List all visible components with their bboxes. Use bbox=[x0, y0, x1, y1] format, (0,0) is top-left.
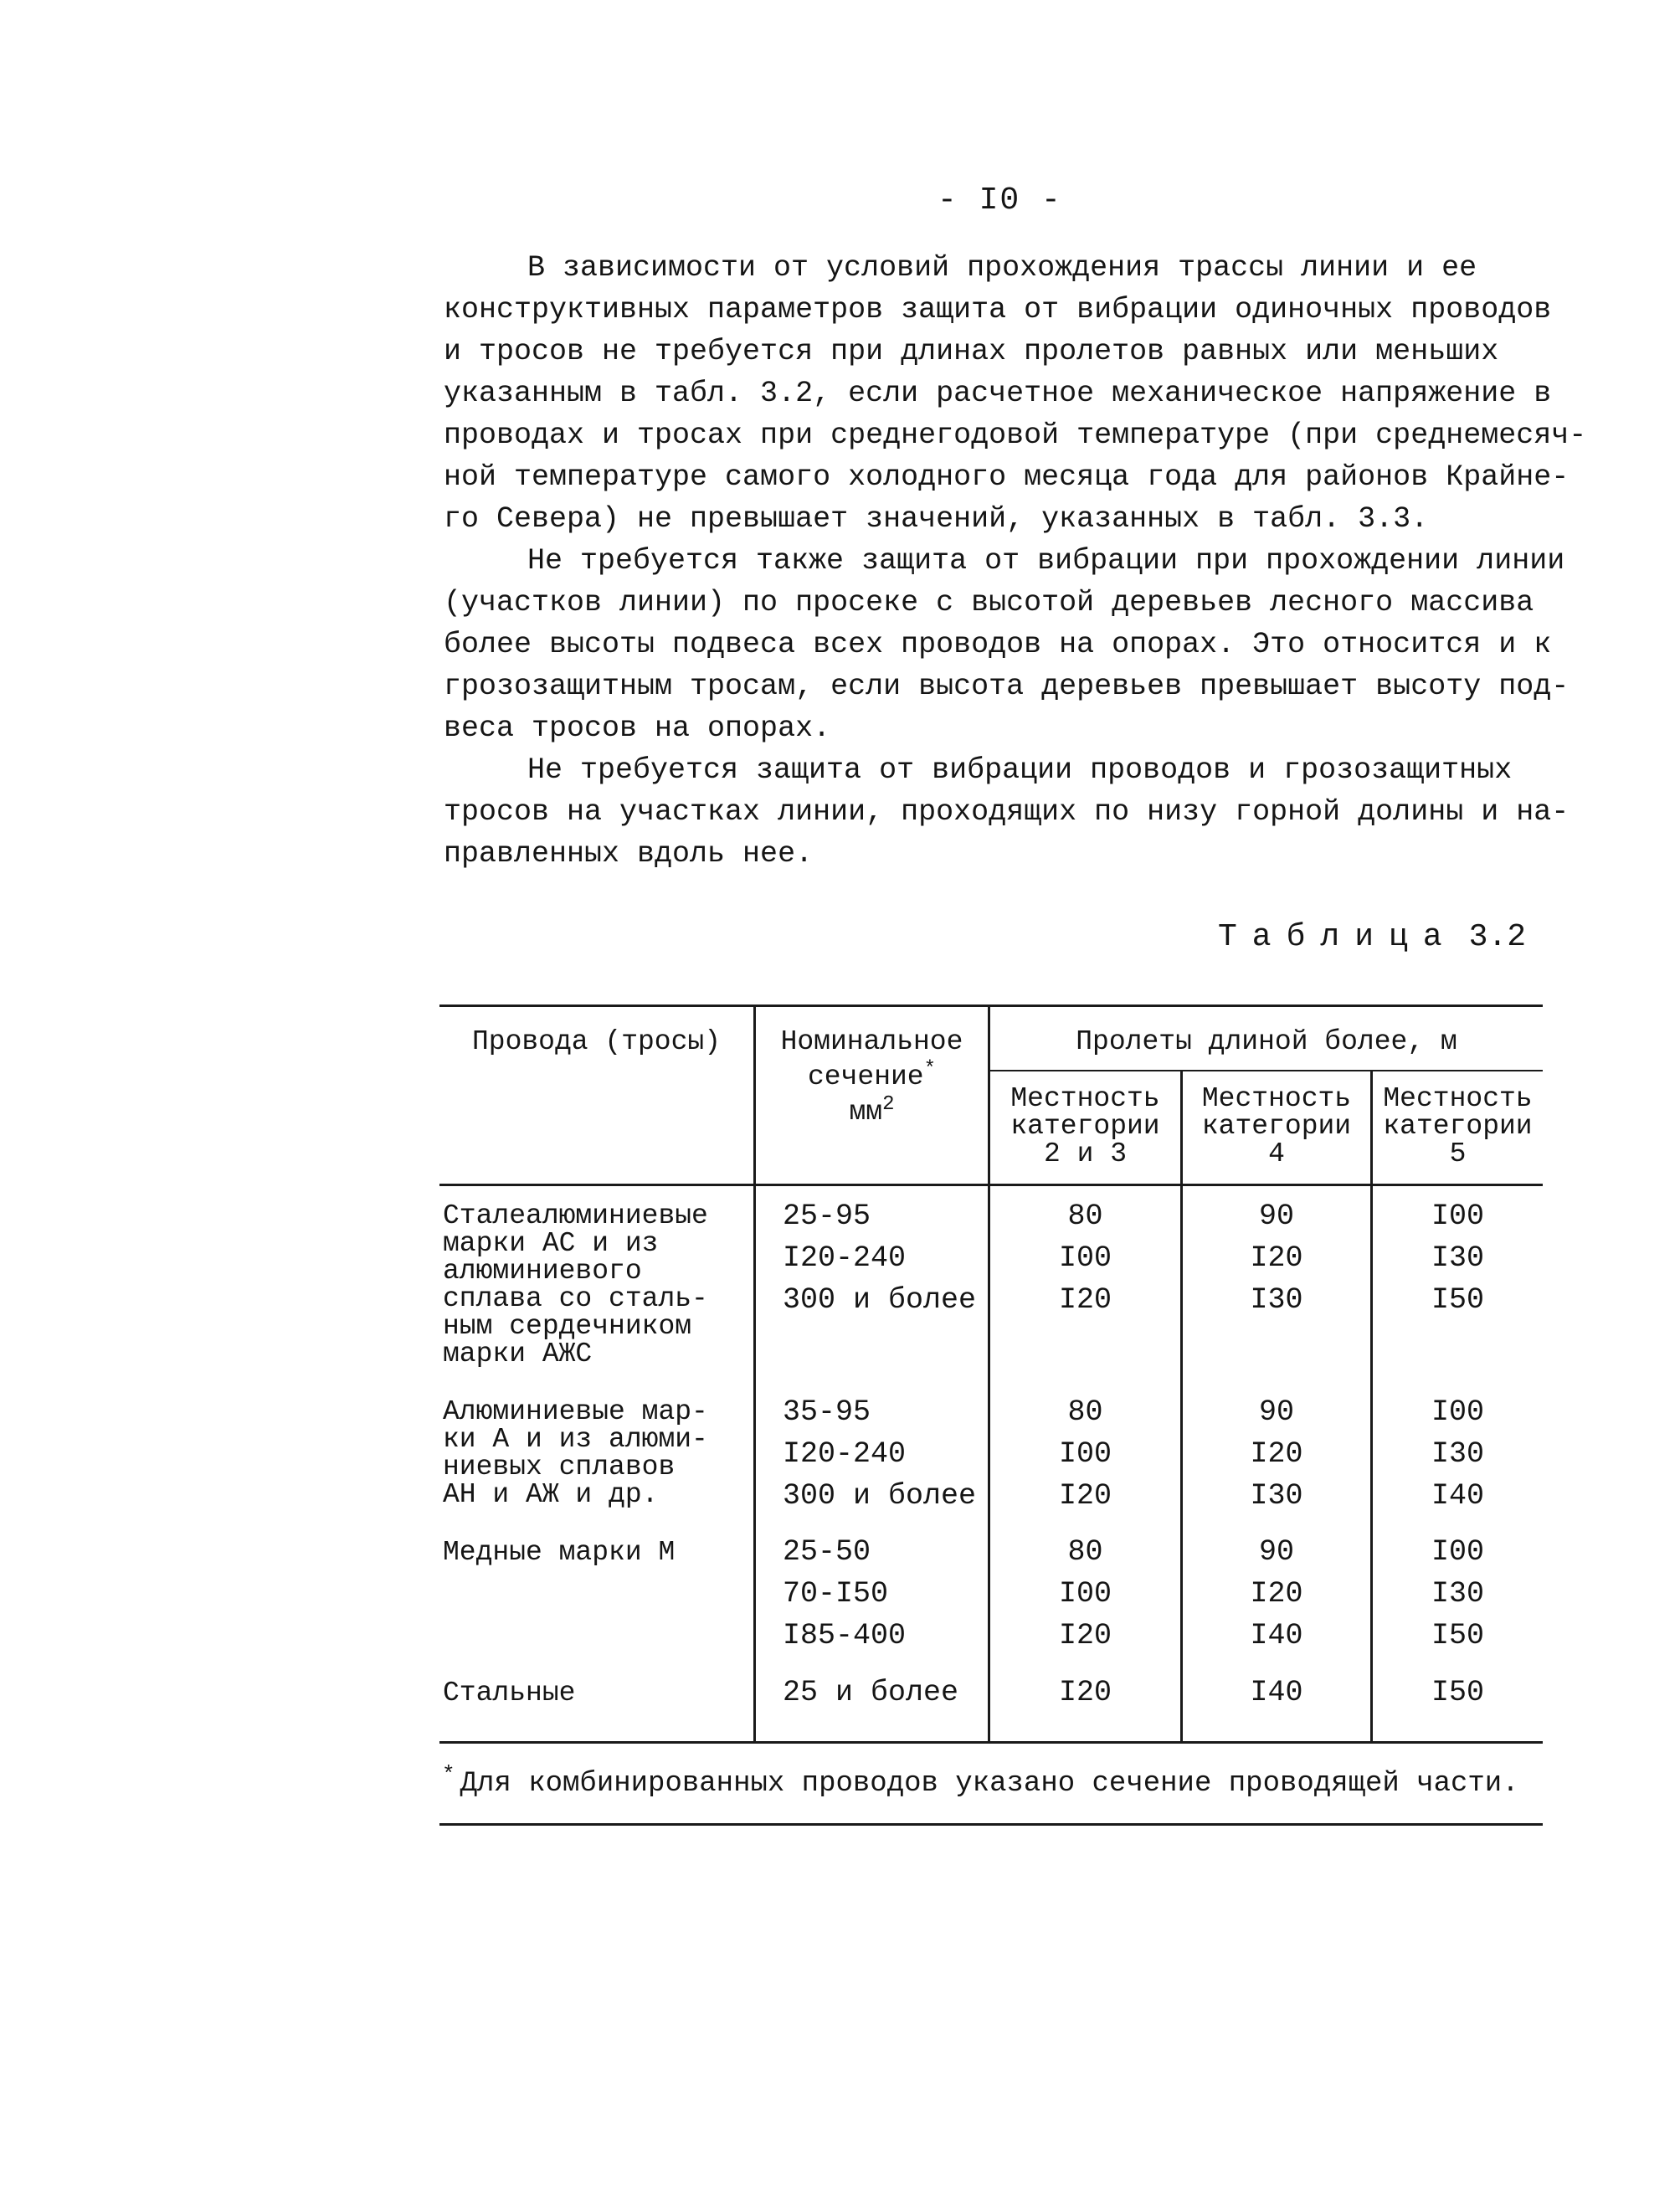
group-label-line: марки АС и из bbox=[443, 1228, 659, 1259]
text-line: веса тросов на опорах. bbox=[444, 712, 831, 745]
footnote-text: Для комбинированных проводов указано сечение проводящей части. bbox=[460, 1768, 1519, 1800]
section-value: 70-I50 bbox=[783, 1577, 889, 1611]
header-terrain-5 bbox=[1373, 1085, 1543, 1168]
span-value: I00 bbox=[1431, 1200, 1484, 1233]
text-line: Не требуется также защита от вибрации при прохождении линии bbox=[527, 544, 1565, 578]
text-line: тросов на участках линии, проходящих по низу горной долины и на- bbox=[444, 795, 1570, 829]
header-terrain-4 bbox=[1183, 1085, 1370, 1168]
span-value: I20 bbox=[1058, 1676, 1112, 1709]
header-line: 5 bbox=[1449, 1138, 1467, 1169]
header-section-unit bbox=[756, 1091, 988, 1126]
span-value: I20 bbox=[1058, 1479, 1112, 1513]
group-label-line: ки А и из алюми- bbox=[443, 1424, 708, 1455]
header-line: категории bbox=[1383, 1111, 1533, 1142]
text-line: В зависимости от условий прохождения трассы линии и ее bbox=[527, 251, 1477, 285]
header-line: Местность bbox=[1383, 1083, 1533, 1114]
text-line: и тросов не требуется при длинах пролетов равных или меньших bbox=[444, 335, 1499, 368]
section-value: 300 и более bbox=[783, 1479, 977, 1513]
group-label-line: Сталеалюминиевые bbox=[443, 1200, 708, 1231]
header-line: 2 и 3 bbox=[1043, 1138, 1128, 1169]
section-value: 300 и более bbox=[783, 1283, 977, 1317]
group-label-line: Алюминиевые мар- bbox=[443, 1396, 708, 1427]
header-section-line bbox=[756, 1056, 988, 1091]
header-line: категории bbox=[1201, 1111, 1352, 1142]
text-line: проводах и тросах при среднегодовой температуре (при среднемесяч- bbox=[444, 419, 1587, 452]
span-value: I30 bbox=[1431, 1241, 1484, 1275]
header-section-unit-text: мм bbox=[849, 1097, 883, 1128]
header-section-line: Номинальное bbox=[780, 1026, 963, 1057]
section-value: I20-240 bbox=[783, 1241, 907, 1275]
body-text bbox=[444, 247, 1587, 875]
header-section-word: сечение bbox=[807, 1061, 924, 1092]
span-value: I40 bbox=[1250, 1676, 1303, 1709]
text-line: конструктивных параметров защита от вибрации одиночных проводов bbox=[444, 293, 1552, 326]
group-label-line: АН и АЖ и др. bbox=[443, 1479, 659, 1510]
table-caption bbox=[1218, 919, 1526, 955]
text-line: Не требуется защита от вибрации проводов и грозозащитных bbox=[527, 753, 1513, 787]
paragraph-2 bbox=[444, 540, 1570, 749]
section-value: 25-50 bbox=[783, 1535, 871, 1569]
header-line: категории bbox=[1010, 1111, 1160, 1142]
span-value: I50 bbox=[1431, 1283, 1484, 1317]
page-number: - I0 - bbox=[938, 182, 1062, 218]
span-value: I30 bbox=[1431, 1437, 1484, 1471]
span-value: I20 bbox=[1250, 1577, 1303, 1611]
span-value: 80 bbox=[1067, 1535, 1103, 1569]
span-value: 80 bbox=[1067, 1395, 1103, 1429]
text-line: более высоты подвеса всех проводов на опорах. Это относится и к bbox=[444, 628, 1552, 661]
paragraph-3 bbox=[444, 749, 1570, 875]
group-label-steel-aluminium bbox=[443, 1202, 708, 1368]
table-bottom-rule bbox=[439, 1741, 1543, 1744]
footnote-rule bbox=[439, 1823, 1543, 1826]
text-line: правленных вдоль нее. bbox=[444, 837, 814, 871]
paragraph-1 bbox=[444, 247, 1587, 540]
span-value: I30 bbox=[1250, 1283, 1303, 1317]
span-value: 90 bbox=[1258, 1535, 1294, 1569]
header-terrain-2-3 bbox=[990, 1085, 1180, 1168]
span-value: I30 bbox=[1431, 1577, 1484, 1611]
section-value: 35-95 bbox=[783, 1395, 871, 1429]
group-label-line: ным сердечником bbox=[443, 1311, 692, 1342]
group-label-aluminium bbox=[443, 1398, 708, 1508]
text-line: го Севера) не превышает значений, указанных в табл. 3.3. bbox=[444, 502, 1429, 536]
group-label-line: сплава со сталь- bbox=[443, 1283, 708, 1314]
header-section-mark: * bbox=[923, 1058, 937, 1081]
text-line: (участков линии) по просеке с высотой деревьев лесного массива bbox=[444, 586, 1534, 619]
span-value: I00 bbox=[1431, 1395, 1484, 1429]
span-value: I00 bbox=[1058, 1577, 1112, 1611]
span-value: I40 bbox=[1250, 1619, 1303, 1652]
table-caption-number: 3.2 bbox=[1468, 919, 1527, 955]
footnote-mark: * bbox=[442, 1762, 455, 1787]
data-table bbox=[439, 1005, 1543, 1750]
span-value: I20 bbox=[1250, 1437, 1303, 1471]
span-value: I00 bbox=[1431, 1535, 1484, 1569]
group-label-line: марки АЖС bbox=[443, 1338, 593, 1369]
span-value: I20 bbox=[1058, 1283, 1112, 1317]
table-footnote bbox=[442, 1762, 1519, 1800]
section-value: I20-240 bbox=[783, 1437, 907, 1471]
group-label-line: алюминиевого bbox=[443, 1256, 642, 1287]
group-label-steel bbox=[443, 1679, 575, 1707]
header-bottom-rule bbox=[439, 1184, 1543, 1186]
text-line: ной температуре самого холодного месяца года для районов Крайне- bbox=[444, 460, 1570, 494]
span-value: I40 bbox=[1431, 1479, 1484, 1513]
text-line: грозозащитным тросам, если высота деревьев превышает высоту под- bbox=[444, 670, 1570, 703]
span-value: I50 bbox=[1431, 1619, 1484, 1652]
section-value: 25-95 bbox=[783, 1200, 871, 1233]
span-value: I50 bbox=[1431, 1676, 1484, 1709]
table-caption-word: Таблица bbox=[1218, 919, 1457, 955]
span-value: 90 bbox=[1258, 1395, 1294, 1429]
header-line: Местность bbox=[1201, 1083, 1352, 1114]
span-value: I20 bbox=[1058, 1619, 1112, 1652]
table-top-rule bbox=[439, 1005, 1543, 1007]
group-label-copper bbox=[443, 1539, 675, 1566]
header-section bbox=[756, 1028, 988, 1126]
group-label-line: ниевых сплавов bbox=[443, 1452, 676, 1482]
section-value: I85-400 bbox=[783, 1619, 907, 1652]
group-label-line: Стальные bbox=[443, 1678, 576, 1708]
header-wires: Провода (тросы) bbox=[471, 1026, 722, 1057]
span-value: I00 bbox=[1058, 1437, 1112, 1471]
span-value: I20 bbox=[1250, 1241, 1303, 1275]
span-value: I30 bbox=[1250, 1479, 1303, 1513]
header-line: Местность bbox=[1010, 1083, 1160, 1114]
group-label-line: Медные марки М bbox=[443, 1537, 676, 1568]
header-spans: Пролеты длиной более, м bbox=[1076, 1026, 1457, 1057]
header-section-unit-sup: 2 bbox=[882, 1093, 895, 1116]
span-value: I00 bbox=[1058, 1241, 1112, 1275]
text-line: указанным в табл. 3.2, если расчетное механическое напряжение в bbox=[444, 377, 1552, 410]
section-value: 25 и более bbox=[783, 1676, 959, 1709]
group-header-rule bbox=[988, 1070, 1543, 1071]
span-value: 90 bbox=[1258, 1200, 1294, 1233]
header-line: 4 bbox=[1268, 1138, 1285, 1169]
span-value: 80 bbox=[1067, 1200, 1103, 1233]
